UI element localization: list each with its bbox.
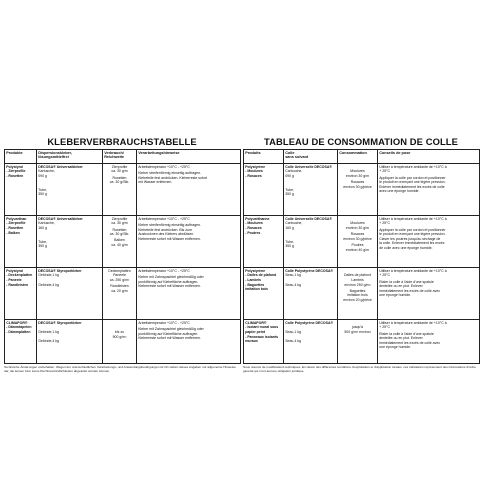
footnote: Sous réserve de modifications techniques. En raison des différentes conditions d'exploitation et d'application locales, ces indications représentent des informations d'ordre général qui n'ont aucune obligation juridique. (243, 365, 476, 373)
table-row (5, 268, 241, 320)
product-line: - Lambris (245, 277, 261, 282)
product-line: - Zierprofile (6, 169, 26, 174)
processing-note: Kleber streifenförmig einseitig auftragen. Klebeteile fest andrücken. Bis zum Austrocknen des Klebers abstützen. Kleberreste sofort mit Wasser entfernen. (138, 222, 202, 241)
glue-name: DECOSA® Universalkleber (38, 164, 83, 169)
header-products: Produits (244, 150, 284, 164)
consumption-value: Zierprofile ca. 30 g/m (111, 164, 128, 174)
consumption-cell (338, 216, 378, 268)
product-name: Polystyrène (245, 268, 266, 273)
notes-cell (137, 216, 241, 268)
product-cell (244, 164, 284, 216)
header-consumption: Consommation (338, 150, 378, 164)
processing-note: Etaler la colle à l'aide d'une spatule dentelée ou en plot. Enlever immédiatement les excès de colle avec une éponge humide. (379, 279, 441, 298)
product-line: - Balken (6, 230, 20, 235)
consumption-value: Rosetten ca. 30 g/Stk. (109, 175, 130, 185)
glue-packaging: Cartouche, 160 g Tube, 350 g (285, 221, 303, 249)
product-cell (244, 268, 284, 320)
notes-cell (137, 268, 241, 320)
product-line: - Rosetten (6, 173, 24, 178)
consumption-value: Baguettes imitation bois environ 20 g/pièce (343, 288, 372, 302)
product-cell (5, 268, 37, 320)
processing-note: Utiliser à température ambiante de +10°C à + 25°C (379, 268, 447, 278)
glue-cell (37, 164, 103, 216)
table-header-row (244, 150, 480, 164)
product-name: Polystyrol (6, 268, 24, 273)
processing-note: Appliquer la colle par cordon et positionner le produit en exerçant une légère pression. Claver les poutres jusqu'au séchage de la colle. Enlever immédiatement les excès de colle avec une éponge humide. (379, 227, 446, 250)
product-line: - Dämmplatten (6, 329, 31, 334)
consumption-cell (338, 164, 378, 216)
glue-name: DECOSA® Styroporkleber (38, 268, 82, 273)
consumption-table (243, 149, 480, 364)
consumption-value: Deckenplatten Paneele ca. 250 g/m² (108, 268, 131, 282)
glue-name: Colle Universelle DECOSA® (285, 216, 332, 221)
glue-packaging: Cartouche, 090 g Tube, 350 g (285, 169, 303, 197)
product-line: - Paneele (6, 277, 22, 282)
header-consumption: Verbrauch/ Reichweite (103, 150, 137, 164)
product-name: Polystyrène (245, 164, 266, 169)
product-line: - Poutres (245, 230, 261, 235)
glue-cell (284, 320, 338, 364)
processing-note: Utiliser à température ambiante de +10°C à + 25°C (379, 164, 447, 174)
notes-cell (378, 216, 480, 268)
processing-note: Arbeitstemperatur +10°C - +25°C (138, 216, 190, 221)
footnote: Technische Änderungen vorbehalten. Wegen der unterschiedlichen Verarbeitungs- und Anwendungsbedingungen ist Ort stellen dieses Angaben nur allgemeine Hinweise dar, die keinen bzw. keine Rechtsverbindlichkeiten abgeleitet werden können. (4, 365, 236, 373)
consumption-value: Moulures environ 30 g/m (345, 221, 370, 230)
glue-cell (37, 320, 103, 364)
consumption-value: Balken ca. 40 g/m (111, 238, 128, 247)
product-name: CLIMAPOR® (245, 320, 267, 325)
consumption-cell (103, 320, 137, 364)
table-row (5, 320, 241, 364)
header-glue: Dispersionskleber, lösungsmittelfrei (37, 150, 103, 164)
processing-note: Arbeitstemperatur +10°C - +25°C (138, 268, 190, 273)
consumption-value: Rosaces environ 30 g/pièce (343, 180, 372, 189)
product-name: Polyurethan (6, 216, 27, 221)
product-name: CLIMAPOR® (6, 320, 28, 325)
consumption-value: Randleisten ca. 20 g/m (110, 284, 129, 293)
product-line: - Randleisten (6, 282, 29, 287)
consumption-cell (338, 268, 378, 320)
panel-title: TABLEAU DE CONSOMMATION DE COLLE (264, 136, 458, 147)
product-line: - Rosaces (245, 225, 262, 230)
product-name: Polyuréthanne (245, 216, 270, 221)
consumption-value: Zierprofile ca. 30 g/m (111, 216, 128, 226)
glue-name: DECOSA® Styroporkleber (38, 320, 82, 325)
glue-packaging: Kartusche, 090 g Tube, 350 g (38, 169, 55, 197)
consumption-value: jusqu'à 500 g/m² environ (344, 325, 371, 334)
glue-packaging: Seau,1 kg Seau,4 kg (285, 329, 301, 344)
french-consumption-panel (243, 136, 479, 374)
glue-packaging: Seau,1 kg Seau,4 kg (285, 273, 301, 287)
processing-note: Kleber mit Zahnspachtel gleichmäßig oder punktförmig auf Klebefläche auftragen. Kleberreste sofort mit Wasser entfernen. (138, 274, 204, 289)
notes-cell (137, 164, 241, 216)
notes-cell (378, 268, 480, 320)
consumption-cell (338, 320, 378, 364)
product-cell (5, 320, 37, 364)
notes-cell (378, 320, 480, 364)
consumption-value: Rosetten ca. 30 g/Stk. (109, 227, 130, 237)
consumption-cell (103, 164, 137, 216)
processing-note: Kleber streifenförmig einseitig auftragen. Klebeteile fest andrücken. Kleberreste sofort mit Wasser entfernen. (138, 170, 208, 185)
glue-packaging: Kartusche, 160 g Tube, 350 g (38, 221, 55, 249)
consumption-table (4, 149, 241, 364)
processing-note: Utiliser à température ambiante de +10°C à + 25°C (379, 216, 447, 226)
product-line: - Baguettes imitation bois (245, 282, 268, 292)
product-line: - Isolant mural sous papier peint (245, 325, 279, 334)
product-line: - Moulures (245, 169, 263, 174)
table-row (5, 164, 241, 216)
consumption-cell (103, 216, 137, 268)
processing-note: Utiliser à température ambiante de +10°C à + 25°C (379, 320, 447, 330)
table-header-row (5, 150, 241, 164)
panel-title: KLEBERVERBRAUCHSTABELLE (47, 136, 197, 147)
product-line: - Deckenplatten (6, 273, 33, 278)
glue-cell (284, 164, 338, 216)
product-line: - Rosetten (6, 225, 24, 230)
consumption-value: Moulures environ 30 g/m (345, 169, 370, 178)
glue-cell (37, 216, 103, 268)
glue-cell (37, 268, 103, 320)
header-products: Produkte (5, 150, 37, 164)
product-cell (5, 164, 37, 216)
glue-name: Colle Polystyrène DECOSA® (285, 320, 334, 325)
product-line: - Dalles de plafond (245, 273, 277, 278)
consumption-cell (103, 268, 137, 320)
processing-note: Arbeitstemperatur +10°C - +25°C (138, 320, 190, 325)
product-cell (244, 320, 284, 364)
glue-cell (284, 268, 338, 320)
header-notes: Conseils de pose (378, 150, 480, 164)
processing-note: Etaler la colle à l'aide d'une spatule dentelée ou en plot. Enlever immédiatement les excès de colle avec une éponge humide. (379, 331, 441, 350)
table-row (244, 268, 480, 320)
header-notes: Verarbeitungshinweise (137, 150, 241, 164)
header-glue: Colle sans solvant (284, 150, 338, 164)
glue-name: Colle Polystyrène DECOSA® (285, 268, 334, 273)
product-line: - Dämmtapeten (6, 325, 32, 330)
table-row (244, 216, 480, 268)
consumption-value: Dalles de plafond Lambris environ 250 g/m² (343, 273, 372, 287)
product-name: Polystyrol (6, 164, 24, 169)
product-line: - Zierprofile (6, 221, 26, 226)
notes-cell (137, 320, 241, 364)
table-row (244, 320, 480, 364)
glue-packaging: Gebinde,1 kg Gebinde,4 kg (38, 273, 60, 287)
glue-cell (284, 216, 338, 268)
product-cell (244, 216, 284, 268)
product-line: - Panneaux isolants muraux (245, 334, 279, 344)
table-row (244, 164, 480, 216)
consumption-value: bis zu 500 g/m² (112, 329, 127, 339)
processing-note: Kleber mit Zahnspachtel gleichmäßig oder punktförmig auf Klebefläche auftragen. Kleberreste sofort mit Wasser entfernen. (138, 326, 204, 341)
product-line: - Rosaces (245, 173, 262, 178)
glue-name: DECOSA® Universalkleber (38, 216, 83, 221)
processing-note: Arbeitstemperatur +10°C - +25°C (138, 164, 190, 169)
processing-note: Appliquer la colle par cordon et positionner le produit en exerçant une légère pression. Enlever immédiatement les excès de colle avec une éponge humide. (379, 175, 446, 194)
product-cell (5, 216, 37, 268)
glue-packaging: Gebinde,1 kg Gebinde,4 kg (38, 329, 60, 344)
table-row (5, 216, 241, 268)
consumption-value: Rosaces environ 30 g/pièce (343, 232, 372, 241)
notes-cell (378, 164, 480, 216)
product-line: - Moulures (245, 221, 263, 226)
consumption-value: Poutres environ 40 g/m (345, 242, 370, 252)
glue-name: Colle Universelle DECOSA® (285, 164, 332, 169)
german-consumption-panel (4, 136, 240, 374)
